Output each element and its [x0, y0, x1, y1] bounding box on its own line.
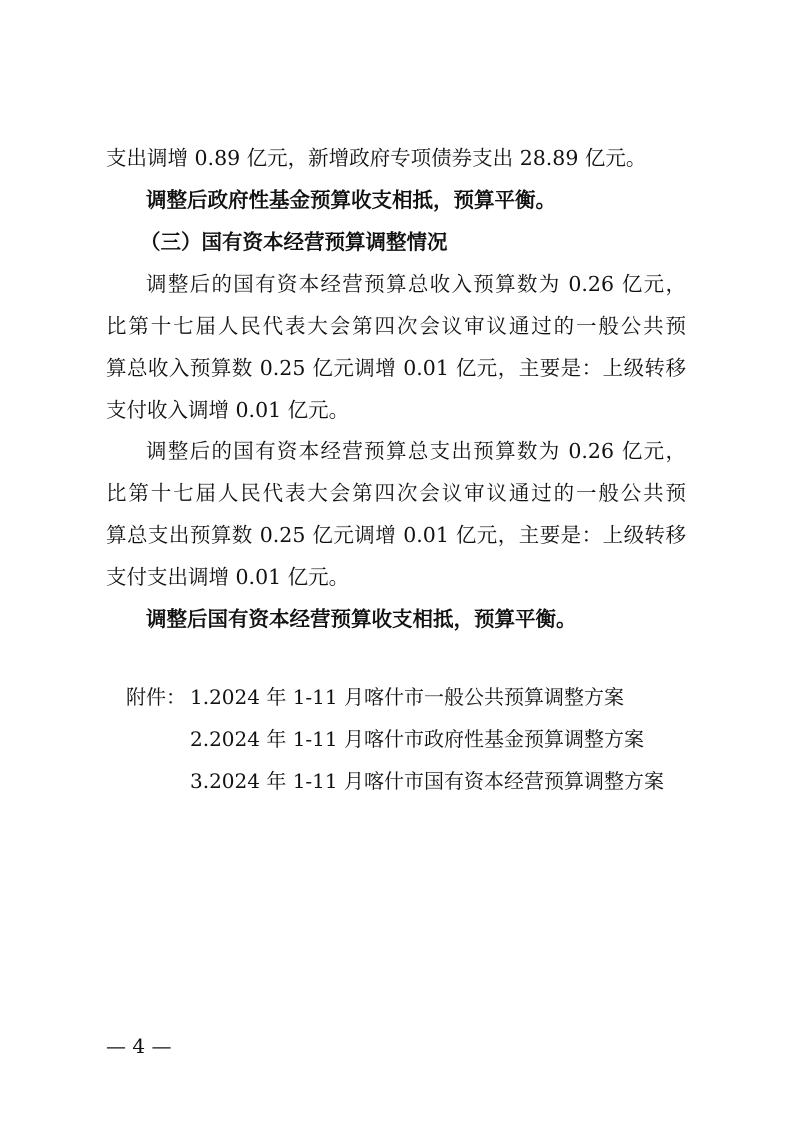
- paragraph-line: 算总支出预算数 0.25 亿元调增 0.01 亿元，主要是：上级转移: [106, 523, 686, 547]
- attachment-item-1: 1.2024 年 1-11 月喀什市一般公共预算调整方案: [190, 685, 624, 709]
- section-heading-3: （三）国有资本经营预算调整情况: [140, 230, 448, 254]
- paragraph-line: 比第十七届人民代表大会第四次会议审议通过的一般公共预: [106, 481, 686, 505]
- paragraph-line: 支付支出调增 0.01 亿元。: [106, 565, 350, 589]
- paragraph-line: 算总收入预算数 0.25 亿元调增 0.01 亿元，主要是：上级转移: [106, 356, 686, 380]
- conclusion-fund-budget: 调整后政府性基金预算收支相抵，预算平衡。: [146, 188, 556, 212]
- paragraph-line: 支出调增 0.89 亿元，新增政府专项债券支出 28.89 亿元。: [106, 146, 647, 170]
- paragraph-line: 调整后的国有资本经营预算总收入预算数为 0.26 亿元，: [146, 272, 686, 296]
- page-number: — 4 —: [106, 1034, 172, 1058]
- paragraph-line: 支付收入调增 0.01 亿元。: [106, 398, 350, 422]
- paragraph-line: 比第十七届人民代表大会第四次会议审议通过的一般公共预: [106, 314, 686, 338]
- attachment-item-2: 2.2024 年 1-11 月喀什市政府性基金预算调整方案: [190, 727, 644, 751]
- attachment-item-3: 3.2024 年 1-11 月喀什市国有资本经营预算调整方案: [190, 769, 664, 793]
- attachments-label: 附件：: [126, 685, 186, 709]
- conclusion-state-capital-budget: 调整后国有资本经营预算收支相抵，预算平衡。: [146, 607, 577, 631]
- paragraph-line: 调整后的国有资本经营预算总支出预算数为 0.26 亿元，: [146, 439, 686, 463]
